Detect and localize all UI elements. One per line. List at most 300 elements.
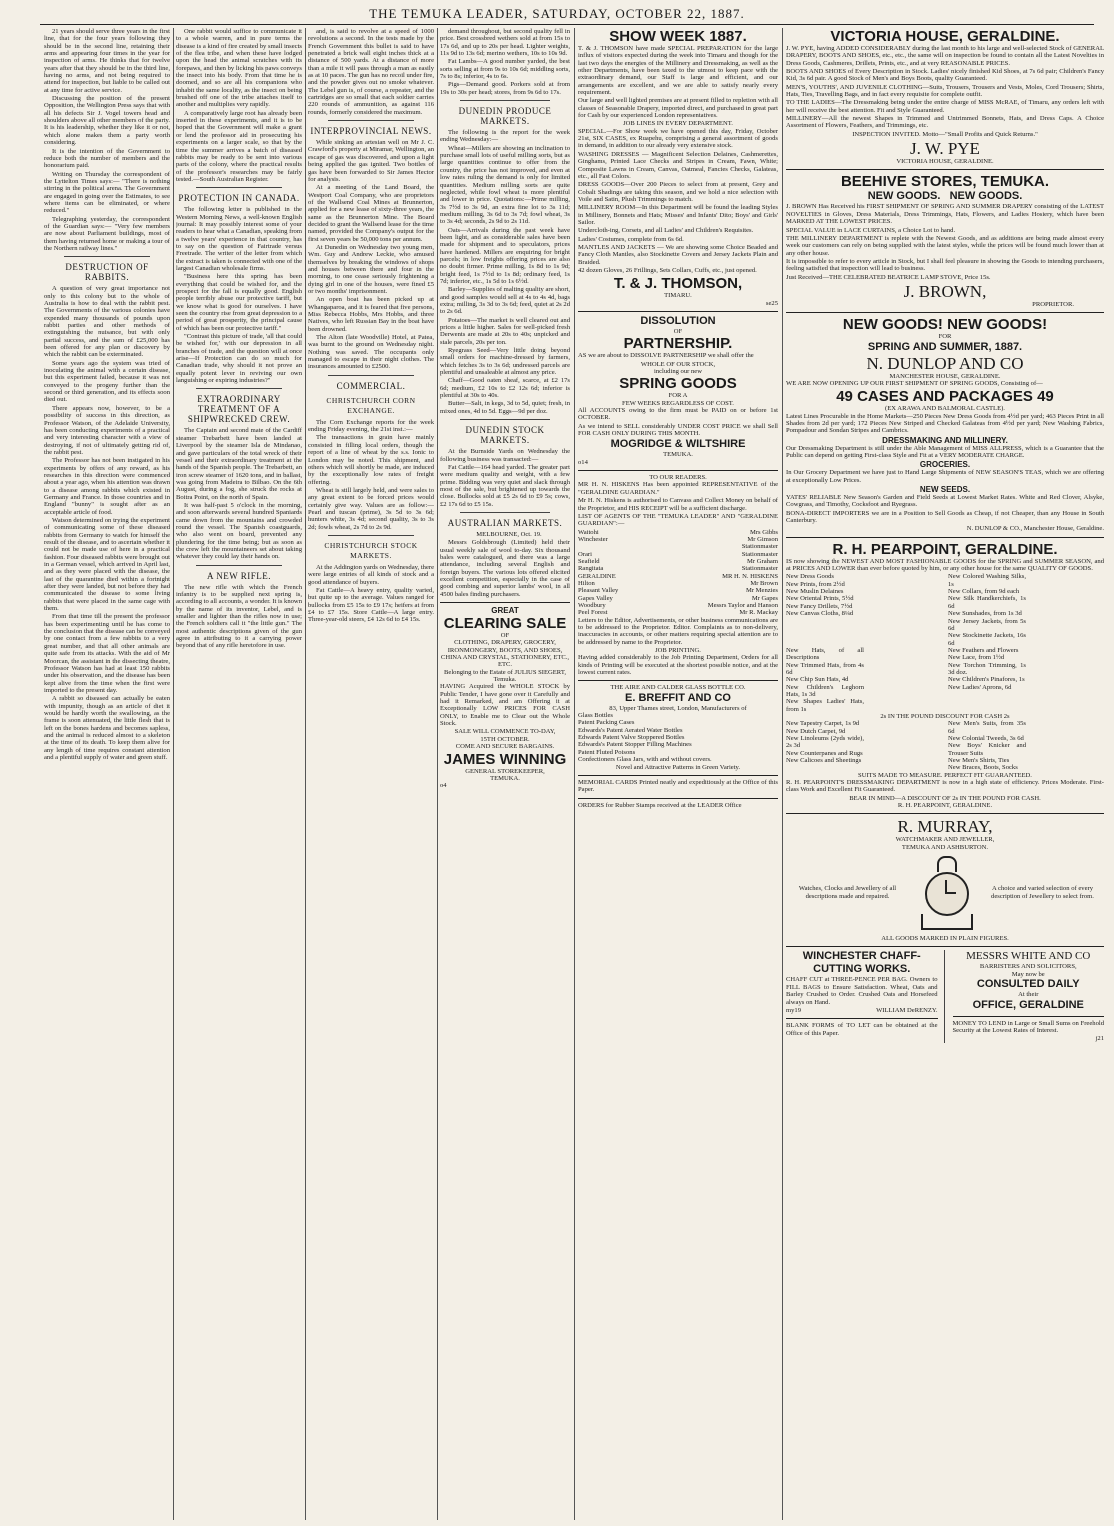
ad-line: OF [500,632,510,639]
article-heading: DESTRUCTION OF RABBITS. [65,262,149,283]
ad-body: Watches, Clocks and Jewellery of all descriptions made and repaired. [798,885,897,900]
article-paragraph: At Dunedin on Wednesday two young men, Wm. Guy and Andrew Leckie, who amused themselves by breaking the windows of shops and houses between there and four in the morning, to one cease seriously frightening a dying girl in one of the houses, were fined £5 or two months' imprisonment. [308,243,434,295]
article-paragraph: A rabbit so diseased can actually be eaten with impunity, though as an article of diet it would be hardly worth the swallowing, as the frame is soon attenuated, the little flesh that is left on the bones hardens and becomes sapless, and the animal is reduced almost to a skeleton at the time of its death. To keep them alive for any length of time requires constant attention and a plentiful supply of water and green stuff. [44,695,170,761]
divider [460,100,550,101]
murray-text [981,885,1104,901]
dissolution-ad [578,311,778,466]
ad-line: FOR A [668,392,688,400]
price-list-right [948,720,1104,771]
article-paragraph: Fat Cattle—164 head yarded. The greater part were medium quality and weight, with a few prime. Bidding was very quiet and slack through most of the sale, but brightened up towards the close. Bullocks sold at £5 2s 6d to £9 5s; cows, £2 17s 6d to £5 15s. [440,463,570,508]
divider [196,388,282,389]
column-separator [782,28,783,1520]
price-item: New Calicoes and Sheetings [786,757,862,765]
notice-body: MR H. N. HISKENS Has been appointed REPRESENTATIVE of the "GERALDINE GUARDIAN." [578,481,778,496]
ad-subheadline: NEW GOODS. NEW GOODS. [867,190,1023,203]
ad-subheadline: SPRING AND SUMMER, 1887. [867,340,1023,353]
price-list [786,573,1104,646]
ad-line: 83, Upper Thames street, London, Manufacturers of [609,704,747,712]
money-to-lend [953,1016,1105,1043]
article-heading: A NEW RIFLE. [206,570,272,581]
ad-line: Edwards's Patent Stopper Filling Machines [578,741,692,749]
ad-line: Belonging to the Estate of JULIUS SIEGERT, Temuka. [444,668,566,684]
article-paragraph: Barley—Supplies of malting quality are short, and good samples would sell at 4s to 4s 4d, bags extra; milling, 3s 3d to 3s 6d; feed, quiet at 2s 2d to 2s 6d. [440,286,570,316]
ad-headline: R. H. PEARPOINT, GERALDINE. [832,540,1058,558]
ad-line: THE AIRE AND CALDER GLASS BOTTLE CO. [610,684,746,692]
readers-notice [578,470,778,676]
price-item: New Children's Leghorn Hats, 1s 3d [786,683,864,698]
price-list [786,647,1104,713]
agent-row [578,543,778,550]
price-item: New Counterpanes and Rugs [786,749,863,757]
ad-line: GENERAL STOREKEEPER, [465,767,545,775]
price-item: New Dress Goods [786,573,834,581]
price-item: New Sunshades, from 1s 3d [948,610,1022,618]
ad-line: 15TH OCTOBER. [480,735,530,743]
agent-name: Stationmaster [741,565,778,573]
article-paragraph: Some years ago the system was tried of inoculating the animal with a certain disease, but this experiment failed, because it was not conveyed to the progeny further than the second or third generation, and its effects soon died out. [44,359,170,404]
ad-line: At their [1018,991,1039,999]
ad-code: my19 [786,1006,802,1014]
article-paragraph: The following is the report for the week ending Wednesday:— [440,129,570,144]
notice-body: MEMORIAL CARDS Printed neatly and expeditiously at the Office of this Paper. [578,778,778,794]
victoria-house-ad [786,28,1104,165]
ad-line: ALL GOODS MARKED IN PLAIN FIGURES. [881,935,1009,943]
article-paragraph: One rabbit would suffice to communicate it to a whole warren, and in pure terms the disease is a kind of fire created by small insects of the flea tribe, and when these have lodged upon the head the animal scratches with its forepaws, and then by licking his paws conveys the insect into his body. From that time he is doomed, and so are all his companions who inhabit the same locality, as the insect on being brushed off one of the tribe attaches itself to another and multiplies very rapidly. [176,28,302,109]
ad-line: JOB LINES IN EVERY DEPARTMENT. [623,120,733,128]
ad-signature: N. DUNLOP & CO., Manchester House, Geraldine. [966,525,1104,533]
bottom-ads [786,946,1104,1042]
price-item: New Ladies' Aprons, 6d [948,683,1012,691]
notice-body: LIST OF AGENTS OF THE "TEMUKA LEADER" AND "GERALDINE GUARDIAN":— [578,512,778,528]
price-item: New Stockinette Jackets, 16s 6d [948,632,1026,647]
price-item: New Boys' Knicker and Trouser Suits [948,742,1026,757]
ad-line: GREAT [491,606,519,615]
article-paragraph: The new rifle with which the French infantry is to be supplied next spring is, according to all accounts, a wonder. It is known by the name of its inventor, Lebel, and is smaller and lighter than the rifles now in use; the French soldiers call it "the little gun." The most authentic descriptions given of the gun agree in attributing to it a carrying power beyond that of any rifle heretofore in use. [176,583,302,650]
column-5 [578,28,778,1520]
ad-subheadline: GROCERIES. [919,460,971,470]
agent-place: Orari [578,550,592,558]
price-item: New Children's Pinafores, 1s [948,676,1025,684]
price-item: New Canvas Cloths, 8¼d [786,610,854,618]
ad-body: MILLINERY ROOM—In this Department will be found the leading Styles in Millinery, Bonnets and Hats; Misses' and Infants' Dito; Boys' and Girls' Sailor. [578,204,778,226]
article-paragraph: The Captain and second mate of the Cardiff steamer Trebarbett have been landed at Liverpool by the steamer Isla de Mindanao, and gave particulars of the total wreck of their vessel and their extraordinary treatment at the hands of the Spanish people. The Trebarbett, an iron screw steamer of 1620 tons, and in ballast, was going from Madeira to Bilbao. On the 6th August, during a fog, she struck the rocks at Boitra Point, on the north of Spain. [176,427,302,501]
ad-body: SPECIAL.—For Show week we have opened this day, Friday, October 21st, SIX CASES, ex Ruapehu, comprising a general assortment of goods in demand, in addition to our already very extensive stock. [578,127,778,150]
price-item: New Hats, of all Descriptions [786,646,864,662]
ad-body: Ladies' Costumes, complete from 6s 6d. [578,235,684,243]
ad-headline: 49 CASES AND PACKAGES 49 [836,388,1054,406]
ad-line: TEMUKA AND ASHBURTON. [901,843,989,851]
article-paragraph: At the Burnside Yards on Wednesday the following business was transacted:— [440,448,570,463]
price-list-left [786,647,942,713]
agent-name: Mr Gimson [747,535,778,543]
divider [64,256,150,257]
ad-headline: WINCHESTER CHAFF-CUTTING WORKS. [802,950,921,976]
article-heading: DUNEDIN PRODUCE MARKETS. [458,106,552,127]
price-item: New Lace, from 1½d [948,654,1005,662]
price-item: New Shapes Ladies' Hats, from 1s [786,698,864,713]
ad-advertiser: N. DUNLOP AND CO [866,353,1024,373]
agent-name: Mr Brown [750,579,778,587]
price-item: New Silk Handkerchiefs, 1s 6d [948,595,1026,610]
agent-row [578,573,778,580]
price-item: New Tapestry Carpet, 1s 9d [786,720,860,728]
divider [196,565,282,566]
price-item: New Colored Washing Silks, 1s [948,573,1026,588]
dateline: MELBOURNE, Oct. 19. [476,530,542,538]
article-paragraph: The Corn Exchange reports for the week ending Friday evening, the 21st inst.:— [308,418,434,434]
ad-code: o4 [440,782,447,790]
article-paragraph: demand throughout, but second quality fell in price. Best crossbred wethers sold at from 15s to 17s 6d, and up to 20s per head. Lighter weights, 11s 9d to 13s 6d; merino wethers, 10s to 10s 9d. [440,28,570,58]
price-list-right [948,573,1104,646]
ad-line: SUITS MADE TO MEASURE. PERFECT FIT GUARANTEED. [858,771,1032,779]
article-paragraph: The following letter is published in the Western Morning News, a well-known English journal: It may possibly interest some of your readers to hear what a Canadian, speaking from a twelve years' experience in that country, has to say on the question of Fairtrade versus Freetrade. The writer of the letter from which the extract is taken is connected with one of the largest Canadian wholesale firms. [176,206,302,272]
ad-headline: VICTORIA HOUSE, GERALDINE. [830,28,1060,45]
ad-body: 42 dozen Gloves, 26 Frillings, Sets Collars, Cuffs, etc., just opened. [578,266,757,274]
ad-body: J. BROWN Has Received his FIRST SHIPMENT OF SPRING AND SUMMER DRAPERY consisting of the LATEST NOVELTIES in Gloves, Dress Materials, Dress Trimmings, Hats, Flowers, and Ladies Hosiery, which have been MARKED AT THE LOWEST PRICES. [786,203,1104,226]
article-heading: DUNEDIN STOCK MARKETS. [465,425,545,446]
ad-body: Just Received—THE CELEBRATED BEATRICE LAMP STOVE, Price 15s. [786,273,991,281]
agent-name: Mrs Gibbs [749,528,778,536]
ad-line: CLOTHING, DRAPERY, GROCERY, IRONMONGERY, BOOTS, AND SHOES, CHINA AND CRYSTAL, STATIONERY, ETC., ETC. [440,639,570,669]
ad-code: se25 [765,299,778,307]
ad-advertiser: MOGRIDGE & WILTSHIRE [610,438,746,451]
column-separator [437,28,438,1520]
ad-body: WASHING DRESSES — Magnificent Selection Delaines, Cashmerettes, Ginghams, Printed Lace Checks and Stripes in Cream, Fawn, White; Composite Lawns in Cream, Canvas, Oatmeal, Fancies Checks, Galateas, etc., all Fast Colors. [578,150,778,180]
ad-line: FOR [938,333,952,341]
murray-ad [786,813,1104,942]
discount-line: 2s IN THE POUND DISCOUNT FOR CASH 2s [880,712,1010,720]
agent-name: Mr Graham [747,557,778,565]
ad-line: Patent Fluted Poisons [578,748,636,756]
agent-name: Mr R. Mackay [739,609,778,617]
ad-line: FEW WEEKS REGARDLESS OF COST. [622,399,734,407]
article-paragraph: Fat Lambs—A good number yarded, the best sorts selling at from 9s to 10s 6d; middling sorts, 7s to 8s; inferior, 4s to 6s. [440,58,570,81]
ad-line: including our new [654,368,702,376]
agent-row [578,595,778,602]
ad-line: SALE WILL COMMENCE TO-DAY, [454,728,556,736]
price-list-left [786,573,942,646]
price-item: New Braces, Boots, Socks [948,764,1018,772]
article-paragraph: There appears now, however, to be a possibility of success in this direction, as Professor Watson, of the Adelaide University, has been conducting experiments of a practical and very interesting character with a view of destroying, if not of ultimately getting rid of, the rabbit pest. [44,404,170,456]
ad-signature-row [786,1007,938,1014]
agent-row [578,609,778,616]
agent-row [578,602,778,609]
ad-body: All ACCOUNTS owing to the firm must be PAID on or before 1st OCTOBER. [578,407,778,422]
chaff-cutting-ad [786,950,945,1042]
article-paragraph: "Contrast this picture of trade, 'all that could be wished for,' with our depression in all branches of trade, and the question will at once arise—If Protection can do so much for Canadian trade, why should it not prove an equally potent lever in reviving our own languishing or expiring industries?" [176,333,302,385]
article-paragraph: Ryegrass Seed—Very little doing beyond small orders for machine-dressed by farmers, which fetches 3s to 3s 6d; undressed parcels are plentiful and unsaleable at almost any price. [440,347,570,377]
ad-line: OFFICE, GERALDINE [972,998,1084,1011]
ad-line: BEAR IN MIND—A DISCOUNT OF 2s IN THE POUND FOR CASH. [849,794,1041,802]
notice-body: BLANK FORMS of TO LET can be obtained at the Office of this Paper. [786,1022,938,1037]
ad-advertiser: T. & J. THOMSON, [613,275,743,293]
ad-line: WATCHMAKER AND JEWELLER, [895,836,995,844]
ad-body: TO THE LADIES—The Dressmaking being under the entire charge of MISS McRAE, of Timaru, any orders left with her will receive the best attention. Fit and Style Guaranteed. [786,99,1104,114]
agent-place: Waitohi [578,528,599,536]
ad-body: T. & J. THOMSON have made SPECIAL PREPARATION for the large influx of visitors expected during the week into Timaru and though for the last two days the energies of the Millinery and Dressmaking, as well as the other Departments, have been taxed to the utmost to keep pace with the extraordinary demand, our Staff is large and efficient, and our arrangements are excellent, and we are able to satisfy nearly every requirement. [578,45,778,97]
ad-body: In Our Grocery Department we have just to Hand Large Shipments of NEW SEASON'S TEAS, which we are offering at exceptionally Low Prices. [786,469,1104,484]
agents-list [578,529,778,617]
price-item: New Dutch Carpet, 9d [786,727,846,735]
agent-place: Peel Forest [578,609,608,617]
price-item: New Jersey Jackets, from 5s 6d [948,617,1026,632]
divider [196,187,282,188]
divider [328,535,414,536]
rubber-stamps-notice [578,798,778,809]
beehive-stores-ad [786,169,1104,308]
article-paragraph: A comparatively large root has already been inserted in these experiments, and it is to be hoped that the Government will make a grant or lend the professor aid in prosecuting his experiments on a larger scale, so that by the time the summer arrives a batch of diseased rabbits may be ready to be sent into various parts of the colony, where the practical results of the professor's researches may be fairly tested.—South Australian Register. [176,109,302,183]
clearing-sale-ad [440,602,570,790]
ad-body: HAVING Acquired the WHOLE STOCK by Public Tender, I have gone over it Carefully and had it Remarked, and am Offering it at Exceptionally LOW PRICES FOR CASH ONLY, to Enable me to Clear out the Whole Stock. [440,683,570,728]
article-paragraph: The Alton (late Woodville) Hotel, at Patea, was burnt to the ground on Wednesday night. Nothing was saved. The occupants only managed to escape in their night clothes. The insurances amounted to £2500. [308,334,434,371]
column-separator [173,28,174,1520]
ad-advertiser: E. BREFFIT AND CO [625,691,731,704]
article-paragraph: Pigs—Demand good. Porkers sold at from 19s to 30s per head; stores, from 9s 6d to 17s. [440,81,570,96]
price-item: New Feathers and Flowers [948,646,1019,654]
notice-heading: JOB PRINTING. [655,647,701,655]
agent-row [578,529,778,536]
blank-forms-notice [786,1018,938,1037]
ad-body: INSPECTION INVITED. Motto—"Small Profits and Quick Returns." [852,130,1038,138]
ad-body: A choice and varied selection of every description of Jewellery to select from. [991,885,1094,900]
notice-body: Mr H. N. Hiskens is authorised to Canvass and Collect Money on behalf of the Proprietor, and HIS RECEIPT will be a sufficient discharge. [578,497,778,512]
article-paragraph: At a meeting of the Land Board, the Westport Coal Company, who are proprietors of the Wallsend Coal Mines at Brunnerton, applied for a new lease of sixty-three years, the same as the Brunnerton Mine. The Board decided to grant the Wallsend lease for the time named, provided the Company's output for the first seven years be 50,000 tons per annum. [308,184,434,243]
column-1 [44,28,170,1520]
clock-icon [915,854,975,932]
article-paragraph: Messrs Goldsbrough (Limited) held their usual weekly sale of wool to-day. Six thousand bales were catalogued, and there was a large attendance, including several English and foreign buyers. The various lots offered elicited excellent competition, especially in the case of good combing and superior lambs' wool, in all 4500 bales finding purchasers. [440,539,570,598]
notice-body: ORDERS for Rubber Stamps received at the LEADER Office [578,801,742,809]
column-6 [786,28,1104,1520]
ad-body: Our Dressmaking Department is still under the Able Management of MISS ALLPRESS, which is a Guarantee that the Public can depend on getting First-class Style and Fit at a VERY MODERATE CHARGE. [786,444,1104,459]
price-item: New Trimmed Hats, from 4s 6d [786,661,864,676]
article-paragraph: It was half-past 5 o'clock in the morning, and soon afterwards several hundred Spaniards came down from the mountains and crowded round the vessel. The Spanish coastguards, who also went on board, prevented any plundering for the time being; but as soon as the crew left the mountaineers set about taking whatever they could lay their hands on. [176,501,302,561]
article-heading: EXTRAORDINARY TREATMENT OF A SHIPWRECKED CREW. [187,394,291,425]
ad-advertiser: R. MURRAY, [897,817,993,837]
article-paragraph: It is the intention of the Government to reduce both the number of members and the honorarium paid. [44,147,170,170]
ad-body: AS we are about to DISSOLVE PARTNERSHIP we shall offer the [578,352,754,360]
divider [460,512,550,513]
ad-line: (EX ARAWA AND BALMORAL CASTLE). [885,405,1005,413]
price-item: New Linoleums (2yds wide), 2s 3d [786,735,864,750]
ad-body: R. H. PEARPOINT'S DRESSMAKING DEPARTMENT is now in a high state of efficiency. Prices Moderate. First-class Work and Excellent Fit Guaranteed. [786,779,1104,794]
ad-line: May now be [1011,970,1045,978]
article-heading: COMMERCIAL. [336,380,406,391]
price-list-left [786,720,942,771]
ad-body: It is impossible to refer to every article in Stock, but I shall feel pleasure in showing the Goods to intending purchasers, feeling satisfied that inspection will lead to business. [786,257,1104,273]
article-subheading: CHRISTCHURCH CORN EXCHANGE. [326,395,416,415]
price-item: New Colonial Tweeds, 3s 6d [948,735,1024,742]
agent-place: Woodbury [578,601,606,609]
notice-body: Having added considerably to the Job Printing Department, Orders for all kinds of Printing will be executed at the shortest possible notice, and at the lowest current rates. [578,654,778,677]
agent-name: MR H. N. HISKENS [722,572,778,580]
agent-name: Messrs Taylor and Hanson [707,601,778,609]
article-paragraph: Fat Cattle—A heavy entry, quality varied, but quite up to the average. Values ranged for bullocks from £5 15s to £9 17s; heifers at from £4 to £7 15s. Store Cattle—A large entry. Three-year-old steers, £4 12s 6d to £4 15s. [308,586,434,624]
ad-headline: CLEARING SALE [443,615,567,632]
article-paragraph: Telegraphing yesterday, the correspondent of the Guardian says:— "Very few members are now about Parliament buildings, most of them having returned home or making a tour of the Northern railway lines." [44,215,170,252]
ad-line: COME AND SECURE BARGAINS. [455,743,555,751]
article-paragraph: While sinking an artesian well on Mr J. C. Crawford's property at Miramar, Wellington, an escape of gas was discovered, and upon a light being applied the gas ignited. Two bottles of gas have been forwarded to Sir James Hector for analysis. [308,139,434,183]
notice-body: Letters to the Editor, Advertisements, or other business communications are to be addressed to the Proprietor. Editor. Complaints as to non-delivery, inaccuracies in accounts, or other matters requiring special attention are to be addressed by name to the Proprietor. [578,616,778,646]
agent-name: Mr Menzies [745,587,778,595]
article-paragraph: An open boat has been picked up at Whangaparoa, and it is feared that five persons, Miss Rebecca Hobbs, Mrs Hobbs, and three Natives, who left Russian Bay in the boat have been drowned. [308,296,434,333]
glass-bottle-ad [578,680,778,770]
ad-body: Latest Lines Procurable in the Home Markets—250 Pieces New Dress Goods from 4½d per yard; 463 Pieces Print in all Shades from 2d per yard; 172 Pieces New Striped and Checked Galateas from 4½d per yard; New Washing Fabrics, Pompadour and Sondan Stripes and Cambrics. [786,412,1104,435]
ad-advertiser: JAMES WINNING [443,750,567,768]
agent-name: Stationmaster [741,550,778,558]
ad-line: TIMARU. [664,292,692,300]
ad-body: MANTLES AND JACKETS — We are showing some Choice Beaded and Fancy Cloth Mantles, also Stockinette Covers and Jersey Jackets Plain and Braided. [578,243,778,266]
price-list [786,720,1104,771]
ad-line: VICTORIA HOUSE, GERALDINE. [896,158,994,166]
ad-line: BARRISTERS AND SOLICITORS, [979,963,1077,971]
notice-heading: TO OUR READERS. [649,474,707,482]
agent-row [578,536,778,543]
divider [328,120,414,121]
article-subheading: CHRISTCHURCH STOCK MARKETS. [324,540,418,560]
column-4 [440,28,570,1520]
agent-place: Winchester [578,535,608,543]
ad-body: IS now showing the NEWEST AND MOST FASHIONABLE GOODS for the SPRING and SUMMER SEASON, and at PRICES AND LOWER than ever before quoted by him, or any other house for the same QUALITY OF GOODS. [786,557,1104,573]
article-paragraph: At the Addington yards on Wednesday, there were large entries of all kinds of stock and a good attendance of buyers. [308,563,434,586]
price-item: New Men's Suits, from 35s 6d [948,720,1026,735]
ad-advertiser: J. BROWN, [903,281,987,301]
article-paragraph: The transactions in grain have mainly consisted in filling local orders, though the report of a line of wheat by the s.s. Ionic to London may be noted. This shipment, and others which will shortly be made, are induced by the exceptionally low rates of freight offering. [308,434,434,486]
ad-line: Glass Bottles [578,712,613,720]
ad-body: Our large and well lighted premises are at present filled to repletion with all classes of Seasonable Drapery, imported direct, and purchased in great part for Cash by our experienced London representatives. [578,97,778,120]
ad-body: CHAFF CUT at THREE-PENCE PER BAG. Owners to FILL BAGS to Ensure Satisfaction. Wheat, Oats and Barley Crushed to Order. Crushed Oats and Horsefeed always on Hand. [786,976,938,1006]
article-heading: PROTECTION IN CANADA. [178,193,300,204]
ad-line: OF [673,328,683,335]
ad-signature: R. H. PEARPOINT, GERALDINE. [897,802,993,810]
ad-body: MEN'S, YOUTHS', AND JUVENILE CLOTHING—Suits, Trousers, Trousers and Vests, Moles, Cord Trousers; Shirts, Hats, Ties, Travelling Bags, and in fact every requisite for complete outfit. [786,83,1104,99]
masthead: THE TEMUKA LEADER, SATURDAY, OCTOBER 22, 1887. [369,6,745,21]
ad-headline: DISSOLUTION [640,315,716,327]
ad-headline: PARTNERSHIP. [623,335,733,353]
article-paragraph: Writing on Thursday the correspondent of the Lyttelton Times says:— "There is nothing stirring in the political arena. The Government are engaged in going over the Estimates, to see where items can be eliminated, or where reduced." [44,170,170,215]
ad-subheadline: NEW SEEDS. [919,485,971,495]
ad-line: WHOLE OF OUR STOCK, [640,360,716,368]
price-item: New Prints, from 2½d [786,580,845,588]
ad-code: j21 [1095,1035,1104,1043]
article-heading: AUSTRALIAN MARKETS. [447,517,563,528]
price-item: New Oriental Prints, 5½d [786,595,854,603]
masthead-rule [40,24,1094,25]
agent-place: Pleasant Valley [578,587,619,595]
article-paragraph: A question of very great importance not only to this colony but to the whole of Australia is how to deal with the rabbit pest. The Governments of the various colonies have expended many thousands of pounds upon rabbit parties and other methods of extinguishing the nuisance, but with only partial success, and the sum of £25,000 has been offered for any plan or discovery by which the rabbit can be exterminated. [44,285,170,359]
article-paragraph: Oats—Arrivals during the past week have been light, and as considerable sales have been made for shipment and to speculators, prices have hardened. Millers are enquiring for bright parcels; in low freights offering prices are also no doubt firmer. Prime milling, 1s 8d to 1s 9d; bright feed, 1s 7½d to 1s 8d; ordinary feed, 1s 7d; inferior, etc., 1s 5d to 1s 6½d. [440,226,570,285]
article-paragraph: 21 years should serve three years in the first line, that for the four years following they should be in the second line, retaining their arms and appearing four times in the year for inspection of arms. He thinks that for twelve years after that they should be in the third line, having no arms, and not being required to attend for inspection, but liable to be called out at any time for active service. [44,28,170,94]
white-and-co-ad [953,950,1105,1042]
agent-place: Rangitata [578,565,604,573]
ad-line: Edwards Patent Valve Stoppered Bottles [578,734,685,742]
agent-row [578,587,778,594]
memorial-cards-notice [578,775,778,794]
ad-body: WE ARE NOW OPENING UP OUR FIRST SHIPMENT OF SPRING GOODS, Consisting of— [786,379,1043,387]
ad-body: As we intend to SELL considerably UNDER COST PRICE we shall Sell FOR CASH ONLY DURING THIS MONTH. [578,422,778,438]
price-item: New Collars, from 9d each [948,588,1020,596]
ad-line: Edwards's Patent Aerated Water Bottles [578,726,683,734]
ad-advertiser: J. W. PYE [910,139,980,159]
ad-body: BOOTS AND SHOES of Every Description in Stock. Ladies' nicely finished Kid Shoes, at 7s 6d pair; Children's Fancy Kid, 3s 6d pair. A good Stock of Men's and Boys Boots, quality Guaranteed. [786,68,1104,83]
ad-subheadline: DRESSMAKING AND MILLINERY. [882,435,1008,445]
ad-line: Patent Packing Cases [578,719,635,727]
agent-place: Hilton [578,579,595,587]
ad-line: Novel and Attractive Patterns in Green Variety. [615,763,741,771]
murray-text [786,885,909,901]
article-paragraph: and, is said to revolve at a speed of 1000 revolutions a second. In the tests made by the French Government this bullet is said to have penetrated a brick wall eight inches thick at a distance of 500 yards. At a distance of more than a mile it will pass through a man as easily as at 10 paces. The gun has no recoil under fire, and the powder gives out no smoke whatever. The Lebel gun is, of course, a repeater, and the cartridges are so small that each soldier carries 220 rounds of ammunition, as against 116 rounds, formerly considered the maximum. [308,28,434,116]
divider [460,419,550,420]
price-item: New Men's Shirts, Ties [948,757,1010,765]
ad-line: TEMUKA. [490,774,520,782]
ad-body: SPECIAL VALUE in LACE CURTAINS, a Choice Lot to hand. [786,226,956,234]
article-paragraph: Potatoes—The market is well cleared out and prices a little higher. Sales for well-picked fresh Derwents are made at 20s to 40s; unpicked and stale parcels, 20s per ton. [440,316,570,346]
ad-headline: SHOW WEEK 1887. [609,28,747,45]
ad-line: MANCHESTER HOUSE, GERALDINE. [889,372,1001,380]
agent-row [578,551,778,558]
murray-body [786,851,1104,935]
price-item: New Torchon Trimming, 1s 3d doz. [948,661,1026,676]
article-paragraph: Watson determined on trying the experiment of communicating some of these diseased rabbits from Germany to watch for himself the result of the disease, and to ascertain whether it could not be made use of here in a practical fashion. Four diseased rabbits were brought out in a German vessel, which arrived in April last, and as they were placed with the disease, the last of the quarantine died within a fortnight after they were landed, but not before they had communicated the disease to some living rabbits that were placed in the same cage with them. [44,516,170,613]
ad-headline: BEEHIVE STORES, TEMUKA. [840,173,1050,191]
ad-body: THE MILLINERY DEPARTMENT is replete with the Newest Goods, and as additions are being made almost every week our customers can rely on being supplied with the latest styles, while the prices will be found much lower than at any other house. [786,234,1104,257]
agent-place: GERALDINE [578,572,616,580]
ad-body: MILLINERY—All the newest Shapes in Trimmed and Untrimmed Bonnets, Hats, and Dress Caps. A Choice Assortment of Flowers, Feathers, and Trimmings, etc. [786,115,1104,130]
price-list-right [948,647,1104,713]
pearpoint-ad [786,537,1104,810]
ad-line: TEMUKA. [663,451,693,459]
article-paragraph: "Business here this spring has been everything that could be wished for, and the prospect for the fall is equally good. English people terribly abuse our protective tariff, but we know what is good for ourselves. I have seen the country rise from great depression to a period of great prosperity, the principal cause of which has been our protective tariff." [176,273,302,332]
agent-row [578,580,778,587]
ad-line: PROPRIETOR. [1032,300,1074,308]
article-heading: INTERPROVINCIAL NEWS. [310,126,432,137]
column-3 [308,28,434,1520]
article-paragraph: The Professor has not been instigated in his experiments by offers of any reward, as his researches in this direction were commenced about a year ago, when his attention was drawn to a disease among rabbits which existed in Germany and France. In those countries and in England "bunny" is sought after as an acceptable article of food. [44,457,170,516]
article-paragraph: Butter—Salt, in kegs, 3d to 5d, quiet; fresh, in mixed ones, 4d to 5d. Eggs—9d per doz. [440,400,570,415]
ad-headline: NEW GOODS! NEW GOODS! [842,316,1048,334]
price-item: New Muslin Delaines [786,588,844,596]
agent-place: Seafield [578,557,600,565]
article-paragraph: Wheat—Millers are showing an inclination to purchase small lots of useful milling sorts, but as large quantities continue to offer from the country, the price has not improved, and even at low rates ruling the demand is only for limited quantities. Medium milling sorts are quite neglected, while fowl wheat is more plentiful and lower in price. Quotations:—Prime milling, 3s 7½d to 3s 9d, an extra fine lot to 3s 11d; medium milling, 3s 6d to 3s 7d; fowl wheat, 3s to 3s 4d; seconds, 2s 9d to 2s 11d. [440,144,570,226]
agent-place: Gapes Valley [578,594,613,602]
ad-body: Undercloth-ing, Corsets, and all Ladies' and Children's Requisites. [578,227,754,235]
ad-body: J. W. PYE, having ADDED CONSIDERABLY during the last month to his large and well-selected Stock of GENERAL DRAPERY, BOOTS AND SHOES, etc., etc., the same will on inspection be found to contain all the Latest Novelties in Dress Goods, Cashmeres, Drillets, Prints, etc., and at very REASONABLE PRICES. [786,45,1104,67]
ad-body: MONEY TO LEND in Large or Small Sums on Freehold Security at the Lowest Rates of Interest. [952,1019,1104,1034]
ad-signature: WILLIAM DeRENZY. [876,1006,938,1014]
article-paragraph: Wheat is still largely held, and were sales to any great extent to be forced prices would certainly give way. Values are as follow:—Pearl and tuscan (prime), 3s 5d to 3s 6d; hunters white, 3s 4d; second quality, 3s to 3s 2d; fowls wheat, 2s 7d to 2s 9d. [308,486,434,531]
ad-body: YATES' RELIABLE New Season's Garden and Field Seeds at Lowest Market Rates. White and Red Clover, Alsyke, Cowgrass, and Timothy, Cocksfoot and Ryegrass. [786,494,1104,509]
ad-line: Confectioners Glass Jars, with and without covers. [578,756,712,764]
column-2 [176,28,302,1520]
price-item: New Fancy Drillets, 7½d [786,602,853,610]
column-separator [574,28,575,1520]
thomson-ad [578,28,778,307]
ad-advertiser: MESSRS WHITE AND CO [966,950,1091,963]
article-paragraph: Chaff—Good oaten sheaf, scarce, at £2 17s 6d; medium, £2 10s to £2 12s 6d; inferior is plentiful at 30s to 40s. [440,377,570,400]
agent-row [578,558,778,565]
ad-headline: SPRING GOODS [619,375,737,393]
ad-code: o14 [578,458,588,466]
ad-body: BONA-DIRECT IMPORTERS we are in a Position to Sell Goods as Cheap, if not Cheaper, than any House in South Canterbury. [786,509,1104,525]
article-paragraph: From that time till the present the professor has been experimenting until he has come to the conclusion that the disease can be conveyed by one contact from a few rabbits to a very great number, and that all other animals are quite safe from its attacks. With the aid of Mr Moorcan, the assistant in the dissecting theatre, Professor Watson has had at least 150 rabbits under his observation, and the disease has been kept alive from the time when the first were imported to the present day. [44,613,170,694]
agent-name: Mr Gapes [751,594,778,602]
agent-row [578,565,778,572]
agent-name: Stationmaster [741,543,778,551]
divider [328,375,414,376]
column-separator [305,28,306,1520]
article-paragraph: Discussing the position of the present Opposition, the Wellington Press says that with all his defects Sir J. Vogel towers head and shoulders above all other members of the party. It is his leadership, whether they like it or not, which alone makes them a party worth considering. [44,95,170,147]
ad-line: CONSULTED DAILY [976,978,1080,991]
price-item: New Chip Sun Hats, 4d [786,676,849,684]
